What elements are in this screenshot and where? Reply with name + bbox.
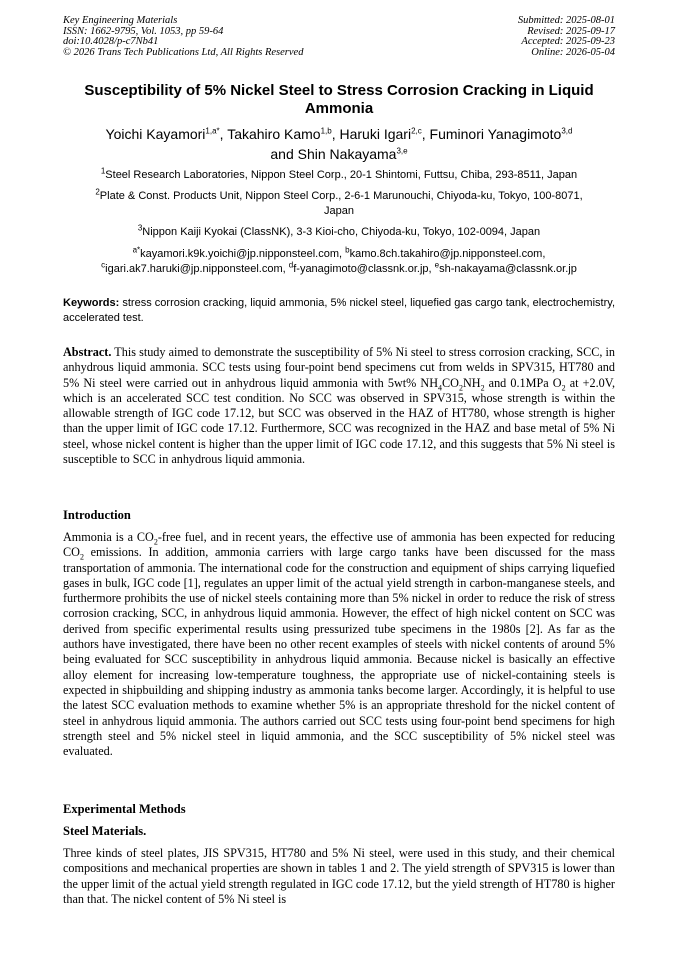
publication-dates <box>518 16 615 59</box>
email-link[interactable]: f-yanagimoto@classnk.or.jp <box>293 263 429 275</box>
abstract-text: This study aimed to demonstrate the susceptibility of 5% Ni steel to stress corrosion cracking, SCC, in anhydrous liquid ammonia. SCC tests using four-point bend specimens cut from welds in SPV315, HT780 and 5% Ni steel were carried out in anhydrous liquid ammonia with 5wt% NH <box>63 345 615 390</box>
copyright-line: © 2026 Trans Tech Publications Ltd, All Rights Reserved <box>63 47 304 59</box>
online-date: Online: 2026-05-04 <box>531 47 615 59</box>
introduction-text <box>63 530 615 759</box>
methods-heading: Experimental Methods <box>63 802 186 816</box>
abstract-text: NH <box>462 375 481 390</box>
author-name: Fuminori Yanagimoto <box>429 126 562 142</box>
paper-title: Susceptibility of 5% Nickel Steel to Stress Corrosion Cracking in Liquid Ammonia <box>84 82 594 117</box>
author-sup: 2,c <box>411 126 422 136</box>
email-sup: b <box>345 245 350 255</box>
intro-text: -free fuel, and in recent years, the effective use of ammonia has been expected for reducing CO <box>63 530 615 560</box>
subscript: 2 <box>153 537 158 547</box>
keywords <box>63 296 615 326</box>
affiliation-text: Plate & Const. Products Unit, Nippon Steel Corp., 2-6-1 Marunouchi, Chiyoda-ku, Tokyo, 100-8071, Japan <box>99 190 583 217</box>
revised-date: Revised: 2025-09-17 <box>527 25 615 37</box>
affiliation-sup: 3 <box>137 223 143 233</box>
author-sup: 3,e <box>396 146 408 156</box>
journal-name: Key Engineering Materials <box>63 15 178 26</box>
email-list: $^{a*}$kayamori.k9k.yoichi@jp.nipponsteel.com, $^b$kamo.8ch.takahiro@jp.nipponsteel.com, $^c$igari.ak7.haruki@jp.nipponsteel.com, $^d$f-yanagimoto@classnk.or.jp, $^e$sh-nakayama@classnk.or.jp <box>101 245 577 275</box>
subscript: 2 <box>458 383 463 393</box>
author-sup: 3,d <box>561 126 573 136</box>
abstract-text: CO <box>442 375 459 390</box>
affiliation-1 <box>63 168 615 183</box>
email-link[interactable]: kamo.8ch.takahiro@jp.nipponsteel.com <box>349 248 543 260</box>
author-and: and <box>270 146 298 162</box>
abstract-text: and 0.1MPa O <box>484 375 562 390</box>
subscript: 2 <box>79 552 84 562</box>
subscript: 2 <box>480 383 485 393</box>
keywords-label: Keywords: <box>63 297 120 309</box>
subscript: 2 <box>561 383 566 393</box>
doi-line: doi:10.4028/p-c7Nb41 <box>63 36 159 48</box>
author-name: Haruki Igari <box>339 126 412 142</box>
email-link[interactable]: kayamori.k9k.yoichi@jp.nipponsteel.com <box>140 248 339 260</box>
accepted-date: Accepted: 2025-09-23 <box>521 36 615 48</box>
email-sup: c <box>101 260 106 270</box>
intro-text: Ammonia is a CO <box>63 530 154 544</box>
abstract <box>63 345 615 467</box>
abstract-text: at +2.0V, which is an accelerated SCC test condition. No SCC was observed in SPV315, whose strength is within the allowable strength of IGC code 17.12, but SCC was observed in the HAZ of HT780, whose strength is higher than the upper limit of IGC code 17.12. Furthermore, SCC was recognized in the HAZ and base metal of 5% Ni steel, whose nickel content is higher than the upper limit of IGC code 17.12, and this suggests that 5% Ni steel is susceptible to SCC in anhydrous liquid ammonia. <box>63 375 615 467</box>
author-separator: , <box>331 126 340 142</box>
methods-text: Three kinds of steel plates, JIS SPV315, HT780 and 5% Ni steel, were used in this study, and their chemical compositions and mechanical properties are shown in tables 1 and 2. The yield strength of SPV315 is lower than the upper limit of the actual yield strength regulated in IGC code 17.12, but the yield strength of HT780 is higher than that. The nickel content of 5% Ni steel is <box>63 846 615 906</box>
author-separator: , <box>219 126 228 142</box>
steel-materials-heading: Steel Materials. <box>63 824 147 838</box>
email-link[interactable]: sh-nakayama@classnk.or.jp <box>439 263 577 275</box>
email-sup: d <box>288 260 294 270</box>
submitted-date: Submitted: 2025-08-01 <box>517 15 615 26</box>
subscript: 4 <box>438 383 443 393</box>
affiliation-text: Steel Research Laboratories, Nippon Steel Corp., 20-1 Shintomi, Futtsu, Chiba, 293-8511, Japan <box>105 169 578 181</box>
author-separator: , <box>421 126 430 142</box>
keywords-text: stress corrosion cracking, liquid ammonia, 5% nickel steel, liquefied gas cargo tank, electrochemistry, accelerated test. <box>63 297 615 324</box>
author-name: Yoichi Kayamori <box>105 126 206 142</box>
author-list <box>50 124 628 164</box>
author-name: Shin Nakayama <box>297 146 397 162</box>
affiliation-3 <box>63 225 615 240</box>
author-sup: 1,a* <box>205 126 220 136</box>
email-sup: a* <box>132 245 141 255</box>
affiliation-text: Nippon Kaiji Kyokai (ClassNK), 3-3 Kioi-cho, Chiyoda-ku, Tokyo, 102-0094, Japan <box>142 226 541 238</box>
issn-line: ISSN: 1662-9795, Vol. 1053, pp 59-64 <box>63 25 224 37</box>
affiliation-2 <box>80 189 598 219</box>
introduction-heading: Introduction <box>63 508 131 522</box>
author-sup: 1,b <box>320 126 332 136</box>
email-link[interactable]: igari.ak7.haruki@jp.nipponsteel.com <box>105 263 283 275</box>
affiliation-sup: 1 <box>100 166 106 176</box>
author-name: Takahiro Kamo <box>227 126 321 142</box>
journal-info <box>63 16 303 59</box>
intro-text: emissions. In addition, ammonia carriers with large cargo tanks have been discussed for the mass transportation of ammonia. The international code for the construction and equipment of ships carrying liquefied gases in bulk, IGC code [1], regulates an upper limit of the actual yield strength in carbon-manganese steels, and furthermore prohibits the use of nickel steels containing more than 5% nickel in order to reduce the risk of stress corrosion cracking, SCC, in anhydrous liquid ammonia. However, the effect of high nickel content on SCC was derived from specific experimental results using pressurized tube specimens in the 1980s [2]. As far as the authors have investigated, there have been no other recent examples of steels with nickel contents of around 5% being evaluated for SCC susceptibility in anhydrous liquid ammonia. Because nickel is basically an effective alloy element for increasing low-temperature toughness, the appropriate use of nickel-containing steels is expected in shipbuilding and shipping industry as ammonia tanks become larger. Accordingly, it is helpful to use the latest SCC evaluation methods to examine whether 5% is an appropriate threshold for the nickel content of steel in anhydrous liquid ammonia. The authors carried out SCC tests using four-point bend specimens for high strength steel and 5% nickel steel in liquid ammonia, and the SCC susceptibility of 5% nickel steel was evaluated. <box>63 545 615 759</box>
email-sup: e <box>434 260 440 270</box>
abstract-label: Abstract. <box>63 345 112 359</box>
affiliation-sup: 2 <box>95 187 100 197</box>
